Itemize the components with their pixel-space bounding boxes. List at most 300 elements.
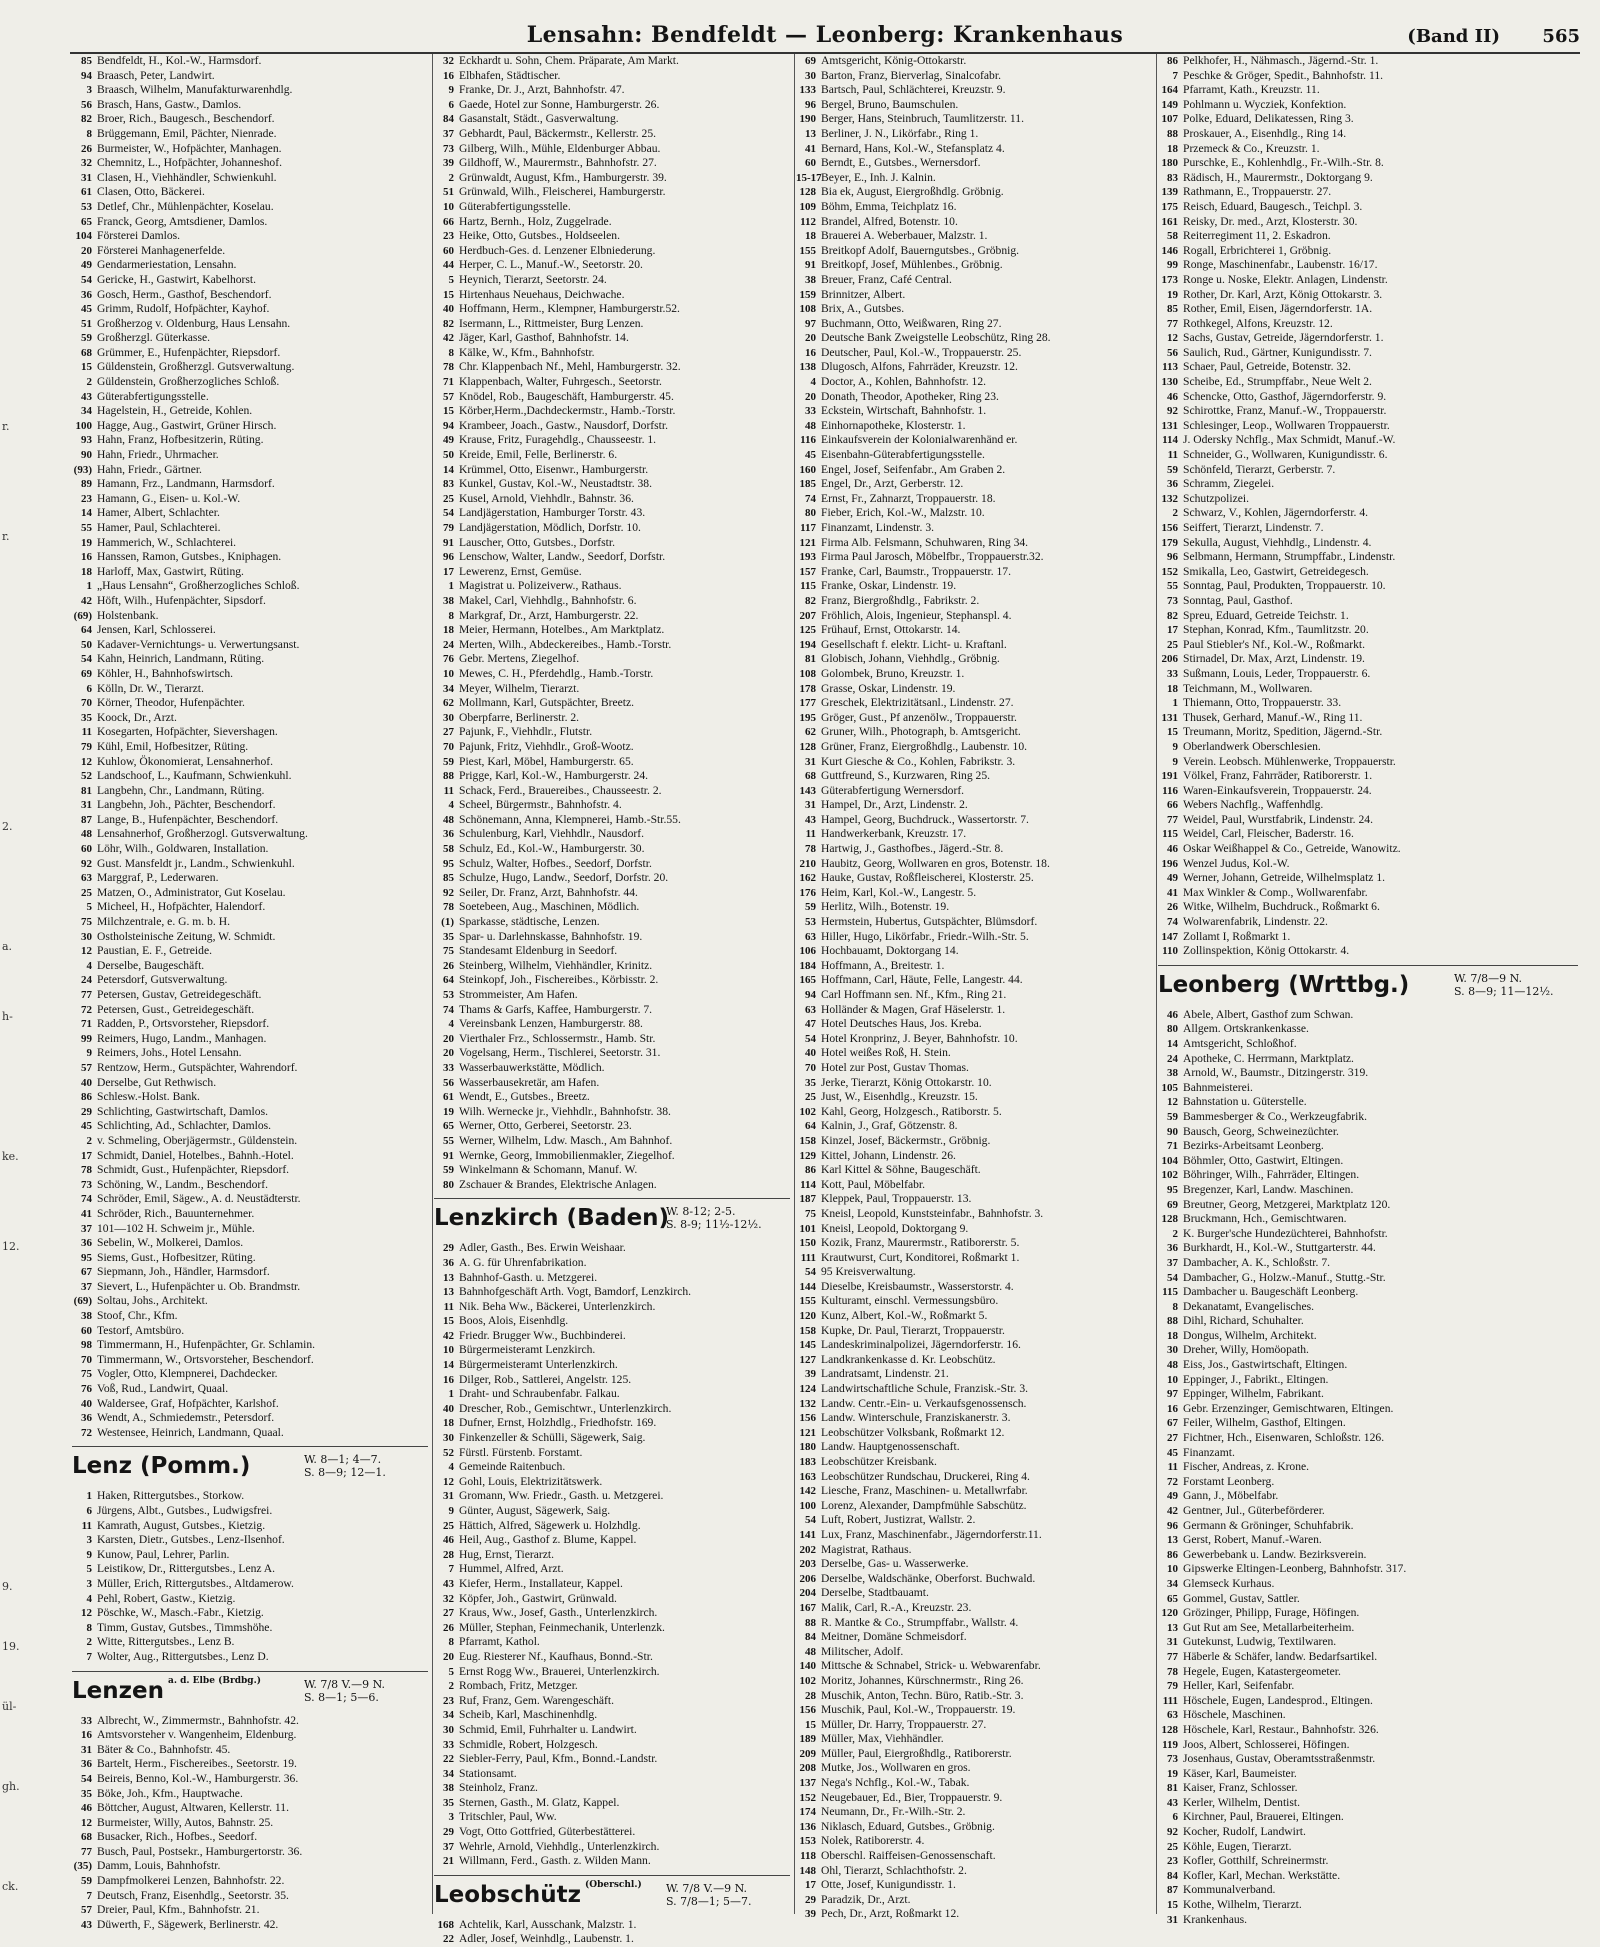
phone-number: 37	[81, 1222, 92, 1235]
phone-number: 49	[81, 259, 92, 272]
phone-number: 90	[81, 449, 92, 462]
phone-number: 18	[443, 624, 454, 637]
directory-entry	[1158, 1548, 1578, 1563]
margin-mark: 2.	[2, 820, 13, 833]
subscriber-name: Amtsgericht, Schloßhof.	[1183, 1037, 1297, 1050]
phone-number: 38	[443, 594, 454, 607]
subscriber-name: Böttcher, August, Altwaren, Kellerstr. 11.	[97, 1801, 289, 1815]
subscriber-name: Magistrat u. Polizeiverw., Rathaus.	[459, 579, 622, 593]
subscriber-name: Adler, Josef, Weinhdlg., Laubenstr. 1.	[459, 1932, 634, 1946]
directory-entry	[434, 755, 790, 770]
phone-number: 96	[805, 98, 816, 111]
directory-entry	[72, 127, 428, 142]
directory-entry	[72, 1090, 428, 1105]
subscriber-name: Käser, Karl, Baumeister.	[1183, 1766, 1297, 1780]
phone-number: 69	[81, 667, 92, 680]
directory-entry	[72, 1236, 428, 1251]
directory-entry	[1158, 1840, 1578, 1855]
directory-entry	[434, 536, 790, 551]
directory-entry	[796, 565, 1152, 580]
directory-entry	[1158, 1446, 1578, 1461]
directory-entry	[796, 1324, 1152, 1339]
phone-number: 25	[1167, 1840, 1178, 1853]
phone-number: 34	[443, 1767, 454, 1780]
phone-number: 148	[799, 1864, 816, 1877]
directory-entry	[72, 1367, 428, 1382]
subscriber-name: Hoffmann, A., Breitestr. 1.	[821, 958, 945, 972]
directory-entry	[1158, 711, 1578, 726]
directory-entry	[796, 1353, 1152, 1368]
subscriber-name: Webers Nachflg., Waffenhdlg.	[1183, 798, 1324, 812]
subscriber-name: Landschoof, L., Kaufmann, Schwienkuhl.	[97, 769, 292, 783]
directory-entry	[1158, 930, 1578, 945]
phone-number: 145	[799, 1339, 816, 1352]
subscriber-name: Busacker, Rich., Hofbes., Seedorf.	[97, 1830, 258, 1844]
subscriber-name: Gesellschaft f. elektr. Licht- u. Kraftanl.	[821, 637, 1007, 651]
directory-entry	[796, 1251, 1152, 1266]
office-hours	[304, 1453, 424, 1479]
phone-number: 89	[81, 478, 92, 491]
phone-number: 69	[805, 55, 816, 67]
directory-entry	[434, 1119, 790, 1134]
directory-entry	[1158, 1402, 1578, 1417]
directory-entry	[796, 1076, 1152, 1091]
directory-entry	[1158, 1679, 1578, 1694]
subscriber-name: Busch, Paul, Postsekr., Hamburgertorstr. 36.	[97, 1844, 303, 1858]
subscriber-name: Derselbe, Stadtbauamt.	[821, 1586, 929, 1600]
subscriber-name: Braasch, Peter, Landwirt.	[97, 68, 215, 82]
phone-number: 152	[1161, 565, 1178, 578]
subscriber-name: Leobschützer Volksbank, Roßmarkt 12.	[821, 1425, 1005, 1439]
subscriber-name: Leistikow, Dr., Rittergutsbes., Lenz A.	[97, 1562, 276, 1576]
phone-number: 94	[443, 419, 454, 432]
phone-number: 82	[443, 317, 454, 330]
office-hours-line: S. 8—1; 5—6.	[304, 1690, 379, 1704]
directory-entry	[434, 433, 790, 448]
phone-number: 23	[81, 492, 92, 505]
phone-number: 83	[1167, 171, 1178, 184]
subscriber-name: Güldenstein, Großherzogliches Schloß.	[97, 375, 280, 389]
directory-entry	[1158, 1650, 1578, 1665]
phone-number: 20	[443, 1650, 454, 1663]
directory-entry	[72, 1801, 428, 1816]
subscriber-name: Löhr, Wilh., Goldwaren, Installation.	[97, 842, 269, 856]
phone-number: 86	[81, 1091, 92, 1104]
subscriber-name: Kiefer, Herm., Installateur, Kappel.	[459, 1576, 623, 1590]
subscriber-name: Derselbe, Gas- u. Wasserwerke.	[821, 1557, 969, 1571]
subscriber-name: Müller, Erich, Rittergutsbes., Altdamerow.	[97, 1576, 294, 1590]
phone-number: 4	[448, 1461, 454, 1474]
subscriber-name: Bausch, Georg, Schweinezüchter.	[1183, 1124, 1339, 1138]
subscriber-name: Gilberg, Wilh., Mühle, Eldenburger Abbau.	[459, 141, 661, 155]
phone-number: 87	[81, 813, 92, 826]
phone-number: 45	[1167, 1446, 1178, 1459]
phone-number: 159	[799, 288, 816, 301]
phone-number: 68	[805, 770, 816, 783]
phone-number: 9	[86, 1047, 92, 1060]
subscriber-name: Thams & Garfs, Kaffee, Hamburgerstr. 7.	[459, 1002, 653, 1016]
phone-number: 36	[1167, 478, 1178, 491]
directory-entry	[434, 492, 790, 507]
subscriber-name: Berndt, E., Gutsbes., Wernersdorf.	[821, 156, 981, 170]
directory-entry	[1158, 857, 1578, 872]
phone-number: 74	[81, 1193, 92, 1206]
subscriber-name: Bahnhof-Gasth. u. Metzgerei.	[459, 1270, 598, 1284]
directory-entry	[434, 1090, 790, 1105]
phone-number: 12	[81, 1607, 92, 1620]
directory-entry	[1158, 492, 1578, 507]
subscriber-name: Hotel Kronprinz, J. Beyer, Bahnhofstr. 10.	[821, 1031, 1018, 1045]
phone-number: 81	[1167, 1782, 1178, 1795]
phone-number: 22	[443, 1933, 454, 1946]
subscriber-name: Güldenstein, Großherzgl. Gutsverwaltung.	[97, 360, 295, 374]
office-hours-line: W. 8-12; 2-5.	[666, 1205, 736, 1219]
subscriber-name: Schmidle, Robert, Holzgesch.	[459, 1737, 598, 1751]
directory-entry	[72, 1650, 428, 1665]
phone-number: 71	[81, 1018, 92, 1031]
directory-entry	[796, 419, 1152, 434]
phone-number: 75	[81, 1368, 92, 1381]
phone-number: 27	[443, 726, 454, 739]
directory-entry	[796, 171, 1152, 186]
directory-entry	[72, 69, 428, 84]
phone-number: 12	[81, 1816, 92, 1829]
subscriber-name: Gann, J., Möbelfabr.	[1183, 1489, 1279, 1503]
directory-entry	[796, 1484, 1152, 1499]
subscriber-name: Mittsche & Schnabel, Strick- u. Webwarenfabr.	[821, 1659, 1041, 1673]
phone-number: 41	[1167, 886, 1178, 899]
phone-number: 53	[81, 200, 92, 213]
phone-number: 139	[1161, 186, 1178, 199]
subscriber-name: Eppinger, J., Fabrikt., Eltingen.	[1183, 1372, 1329, 1386]
phone-number: 42	[1167, 1505, 1178, 1517]
directory-entry	[1158, 1767, 1578, 1782]
subscriber-name: Hotel Deutsches Haus, Jos. Kreba.	[821, 1017, 982, 1031]
phone-number: 25	[1167, 638, 1178, 651]
office-hours	[666, 1882, 786, 1908]
subscriber-name: Schulenburg, Karl, Viehhdlr., Nausdorf.	[459, 827, 644, 841]
directory-entry	[796, 1499, 1152, 1514]
subscriber-name: Chr. Klappenbach Nf., Mehl, Hamburgerstr. 32.	[459, 360, 681, 374]
phone-number: 95	[443, 857, 454, 870]
directory-entry	[796, 1586, 1152, 1601]
subscriber-name: Klappenbach, Walter, Fuhrgesch., Seetorstr.	[459, 375, 662, 389]
directory-entry	[796, 1440, 1152, 1455]
subscriber-name: Siepmann, Joh., Händler, Harmsdorf.	[97, 1265, 270, 1279]
subscriber-name: Kreide, Emil, Felle, Berlinerstr. 6.	[459, 448, 618, 462]
phone-number: 82	[805, 594, 816, 607]
phone-number: 175	[1161, 200, 1178, 213]
phone-number: (69)	[73, 1295, 92, 1308]
phone-number: 86	[805, 1164, 816, 1177]
subscriber-name: Hoffmann, Herm., Klempner, Hamburgerstr.52.	[459, 302, 680, 316]
subscriber-name: Merten, Wilh., Abdeckereibes., Hamb.-Torstr.	[459, 637, 672, 651]
directory-entry	[72, 1061, 428, 1076]
phone-number: 5	[448, 273, 454, 286]
subscriber-name: Körber,Herm.,Dachdeckermstr., Hamb.-Torstr.	[459, 404, 676, 418]
subscriber-name: Schlichting, Ad., Schlachter, Damlos.	[97, 1119, 272, 1133]
subscriber-name: Wernke, Georg, Immobilienmakler, Ziegelhof.	[459, 1148, 675, 1162]
directory-entry	[434, 185, 790, 200]
subscriber-name: Voß, Rud., Landwirt, Quaal.	[97, 1382, 229, 1396]
subscriber-name: Bahnmeisterei.	[1183, 1080, 1253, 1094]
directory-entry	[72, 1621, 428, 1636]
directory-entry	[434, 1402, 790, 1417]
directory-entry	[72, 317, 428, 332]
subscriber-name: Ernst Rogg Ww., Brauerei, Unterlenzkirch.	[459, 1664, 660, 1678]
subscriber-name: Feiler, Wilhelm, Gasthof, Eltingen.	[1183, 1416, 1346, 1430]
subscriber-name: Müller, Stephan, Feinmechanik, Unterlenzk.	[459, 1620, 665, 1634]
phone-number: 100	[799, 1499, 816, 1512]
directory-entry	[1158, 127, 1578, 142]
subscriber-name: Ruf, Franz, Gem. Warengeschäft.	[459, 1693, 614, 1707]
directory-entry	[1158, 696, 1578, 711]
directory-entry	[1158, 1008, 1578, 1023]
subscriber-name: Broer, Rich., Baugesch., Beschendorf.	[97, 112, 275, 126]
subscriber-name: Müller, Paul, Eiergroßhdlg., Ratiborerstr.	[821, 1746, 1012, 1760]
subscriber-name: Düwerth, F., Sägewerk, Berlinerstr. 42.	[97, 1917, 279, 1931]
directory-entry	[434, 1650, 790, 1665]
directory-entry	[72, 258, 428, 273]
subscriber-name: Weidel, Paul, Wurstfabrik, Lindenstr. 24.	[1183, 812, 1373, 826]
phone-number: 83	[443, 478, 454, 491]
directory-entry	[434, 798, 790, 813]
phone-number: 8	[86, 1621, 92, 1634]
directory-entry	[72, 784, 428, 799]
directory-entry	[434, 229, 790, 244]
directory-entry	[434, 711, 790, 726]
directory-entry	[434, 1796, 790, 1811]
subscriber-name: Hampel, Dr., Arzt, Lindenstr. 2.	[821, 798, 968, 812]
directory-entry	[72, 755, 428, 770]
directory-entry	[796, 69, 1152, 84]
subscriber-name: Beireis, Benno, Kol.-W., Hamburgerstr. 36.	[97, 1771, 299, 1785]
directory-entry	[796, 98, 1152, 113]
subscriber-name: Dreher, Willy, Homöopath.	[1183, 1343, 1309, 1357]
subscriber-name: Wenzel Judus, Kol.-W.	[1183, 856, 1290, 870]
directory-entry	[72, 1889, 428, 1904]
directory-entry	[796, 609, 1152, 624]
phone-number: 112	[800, 215, 816, 228]
phone-number: 28	[805, 1689, 816, 1702]
subscriber-name: Brasch, Hans, Gastw., Damlos.	[97, 97, 242, 111]
subscriber-name: Amtsvorsteher v. Wangenheim, Eldenburg.	[97, 1728, 297, 1742]
subscriber-name: Teichmann, M., Wollwaren.	[1183, 681, 1313, 695]
phone-number: 60	[443, 244, 454, 257]
directory-entry	[796, 273, 1152, 288]
phone-number: 39	[805, 1908, 816, 1921]
subscriber-name: Reimers, Johs., Hotel Lensahn.	[97, 1046, 242, 1060]
subscriber-name: Kusel, Arnold, Viehhdlr., Bahnstr. 36.	[459, 491, 634, 505]
phone-number: 35	[81, 711, 92, 724]
phone-number: 21	[443, 1855, 454, 1868]
subscriber-name: Schmidt, Daniel, Hotelbes., Bahnh.-Hotel.	[97, 1148, 294, 1162]
directory-entry	[796, 1601, 1152, 1616]
subscriber-name: Eckstein, Wirtschaft, Bahnhofstr. 1.	[821, 404, 987, 418]
phone-number: 25	[443, 492, 454, 505]
directory-entry	[72, 83, 428, 98]
subscriber-name: Soetebeen, Aug., Maschinen, Mödlich.	[459, 900, 640, 914]
phone-number: 84	[805, 1631, 816, 1644]
subscriber-name: Böhringer, Wilh., Fahrräder, Eltingen.	[1183, 1168, 1360, 1182]
town-qualifier: a. d. Elbe (Brdbg.)	[168, 1675, 261, 1686]
directory-entry	[1158, 1796, 1578, 1811]
subscriber-name: Krautwurst, Curt, Konditorei, Roßmarkt 1.	[821, 1250, 1020, 1264]
directory-entry	[72, 959, 428, 974]
subscriber-name: Burmeister, W., Hofpächter, Manhagen.	[97, 141, 282, 155]
subscriber-name: Radden, P., Ortsvorsteher, Riepsdorf.	[97, 1017, 270, 1031]
subscriber-name: Hahn, Franz, Hofbesitzerin, Rüting.	[97, 433, 264, 447]
phone-number: 47	[805, 1018, 816, 1031]
phone-number: 94	[805, 989, 816, 1001]
phone-number: 131	[1161, 419, 1178, 432]
subscriber-name: Arnold, W., Baumstr., Ditzingerstr. 319.	[1183, 1066, 1369, 1080]
directory-entry	[796, 1761, 1152, 1776]
directory-entry	[796, 755, 1152, 770]
subscriber-name: Gutekunst, Ludwig, Textilwaren.	[1183, 1635, 1337, 1649]
directory-entry	[72, 346, 428, 361]
subscriber-name: Wehrle, Arnold, Viehhdlg., Unterlenzkirch.	[459, 1839, 660, 1853]
subscriber-name: Dufner, Ernst, Holzhdlg., Friedhofstr. 169.	[459, 1416, 657, 1430]
town-heading	[72, 1446, 428, 1485]
directory-entry	[796, 871, 1152, 886]
phone-number: 63	[81, 872, 92, 885]
phone-number: 39	[443, 157, 454, 170]
subscriber-name: 101—102 H. Schweim jr., Mühle.	[97, 1221, 255, 1235]
phone-number: 12	[1167, 332, 1178, 345]
phone-number: 116	[800, 434, 816, 447]
phone-number: 136	[799, 1820, 816, 1833]
phone-number: 23	[443, 230, 454, 243]
phone-number: 77	[1167, 1650, 1178, 1663]
directory-entry	[434, 1840, 790, 1855]
directory-entry	[72, 652, 428, 667]
directory-entry	[796, 857, 1152, 872]
subscriber-name: Drescher, Rob., Gemischtwr., Unterlenzkirch.	[459, 1401, 672, 1415]
subscriber-name: Petersen, Gustav, Getreidegeschäft.	[97, 988, 262, 1001]
directory-entry	[72, 419, 428, 434]
phone-number: 38	[805, 273, 816, 286]
phone-number: 140	[799, 1660, 816, 1673]
directory-entry	[1158, 433, 1578, 448]
phone-number: 9	[448, 84, 454, 97]
directory-entry	[796, 1178, 1152, 1193]
directory-entry	[796, 1732, 1152, 1747]
subscriber-name: Hamer, Paul, Schlachterei.	[97, 521, 221, 534]
phone-number: 55	[1167, 580, 1178, 593]
directory-entry	[72, 1178, 428, 1193]
subscriber-name: Böhmler, Otto, Gastwirt, Eltingen.	[1183, 1153, 1344, 1167]
phone-number: 116	[1162, 784, 1178, 797]
phone-number: 133	[799, 84, 816, 97]
directory-entry	[796, 404, 1152, 419]
subscriber-name: Gentner, Jul., Güterbeförderer.	[1183, 1504, 1325, 1517]
subscriber-name: Testorf, Amtsbüro.	[97, 1323, 185, 1337]
directory-entry	[434, 1592, 790, 1607]
subscriber-name: Scheibe, Ed., Strumpffabr., Neue Welt 2.	[1183, 375, 1372, 389]
directory-entry	[796, 1134, 1152, 1149]
subscriber-name: Schönfeld, Tierarzt, Gerberstr. 7.	[1183, 462, 1336, 476]
subscriber-name: Karsten, Dietr., Gutsbes., Lenz-Ilsenhof.	[97, 1533, 285, 1547]
directory-entry	[72, 112, 428, 127]
subscriber-name: Doctor, A., Kohlen, Bahnhofstr. 12.	[821, 375, 987, 389]
phone-number: 13	[443, 1271, 454, 1284]
phone-number: 95	[1167, 1183, 1178, 1196]
directory-entry	[796, 288, 1152, 303]
directory-entry	[72, 1032, 428, 1047]
directory-entry	[796, 1805, 1152, 1820]
phone-number: 194	[799, 638, 816, 651]
phone-number: 193	[799, 551, 816, 564]
directory-entry	[434, 112, 790, 127]
subscriber-name: Handwerkerbank, Kreuzstr. 17.	[821, 827, 967, 841]
subscriber-name: Peschke & Gröger, Spedit., Bahnhofstr. 11.	[1183, 68, 1384, 82]
subscriber-name: Lenschow, Walter, Landw., Seedorf, Dorfstr.	[459, 550, 666, 564]
directory-entry	[1158, 390, 1578, 405]
subscriber-name: Pehl, Robert, Gastw., Kietzig.	[97, 1591, 236, 1605]
directory-entry	[796, 638, 1152, 653]
subscriber-name: Wendt, A., Schmiedemstr., Petersdorf.	[97, 1411, 275, 1425]
subscriber-name: Holländer & Magen, Graf Häselerstr. 1.	[821, 1002, 1006, 1016]
subscriber-name: Karl Kittel & Söhne, Baugeschäft.	[821, 1163, 981, 1177]
subscriber-name: Hotel weißes Roß, H. Stein.	[821, 1046, 951, 1060]
subscriber-name: Kneisl, Leopold, Doktorgang 9.	[821, 1221, 969, 1235]
directory-entry	[1158, 1052, 1578, 1067]
subscriber-name: Markgraf, Dr., Arzt, Hamburgerstr. 22.	[459, 608, 639, 622]
directory-entry	[1158, 915, 1578, 930]
phone-number: 29	[81, 1105, 92, 1118]
office-hours-line: W. 7/8 V.—9 N.	[666, 1881, 748, 1895]
subscriber-name: Clasen, Otto, Bäckerei.	[97, 185, 205, 199]
phone-number: 6	[86, 1505, 92, 1517]
phone-number: 78	[805, 843, 816, 856]
phone-number: 31	[81, 171, 92, 184]
phone-number: 7	[86, 1650, 92, 1663]
directory-entry	[1158, 229, 1578, 244]
subscriber-name: Damm, Louis, Bahnhofstr.	[97, 1859, 221, 1873]
subscriber-name: Grimm, Rudolf, Hofpächter, Kayhof.	[97, 302, 270, 316]
subscriber-name: Lux, Franz, Maschinenfabr., Jägerndorferstr.11.	[821, 1527, 1042, 1541]
town-name: Lenzen	[72, 1677, 164, 1704]
directory-entry	[434, 930, 790, 945]
phone-number: 2	[86, 1636, 92, 1649]
phone-number: 17	[81, 1149, 92, 1162]
subscriber-name: Försterei Damlos.	[97, 229, 181, 243]
directory-entry	[72, 1163, 428, 1178]
phone-number: 25	[81, 886, 92, 899]
phone-number: 41	[805, 142, 816, 155]
subscriber-name: Clasen, H., Viehhändler, Schwienkuhl.	[97, 170, 277, 184]
phone-number: 42	[443, 332, 454, 345]
phone-number: 24	[81, 974, 92, 987]
subscriber-name: Heim, Karl, Kol.-W., Langestr. 5.	[821, 885, 977, 899]
phone-number: 40	[81, 1397, 92, 1410]
subscriber-name: Landeskriminalpolizei, Jägerndorferstr. 16.	[821, 1338, 1021, 1352]
subscriber-name: Bürgermeisteramt Lenzkirch.	[459, 1343, 596, 1357]
subscriber-name: Petersdorf, Gutsverwaltung.	[97, 973, 228, 987]
subscriber-name: Grünwald, Wilh., Fleischerei, Hamburgerstr.	[459, 185, 666, 199]
subscriber-name: Firma Alb. Felsmann, Schuhwaren, Ring 34.	[821, 535, 1029, 549]
phone-number: 108	[799, 667, 816, 680]
directory-entry	[1158, 112, 1578, 127]
directory-entry	[796, 448, 1152, 463]
subscriber-name: Langbehn, Joh., Pächter, Beschendorf.	[97, 798, 276, 812]
phone-number: 54	[81, 653, 92, 666]
directory-entry	[1158, 784, 1578, 799]
subscriber-name: „Haus Lensahn“, Großherzogliches Schloß.	[97, 579, 300, 593]
subscriber-name: Kälke, W., Kfm., Bahnhofstr.	[459, 345, 595, 359]
directory-entry	[796, 1382, 1152, 1397]
